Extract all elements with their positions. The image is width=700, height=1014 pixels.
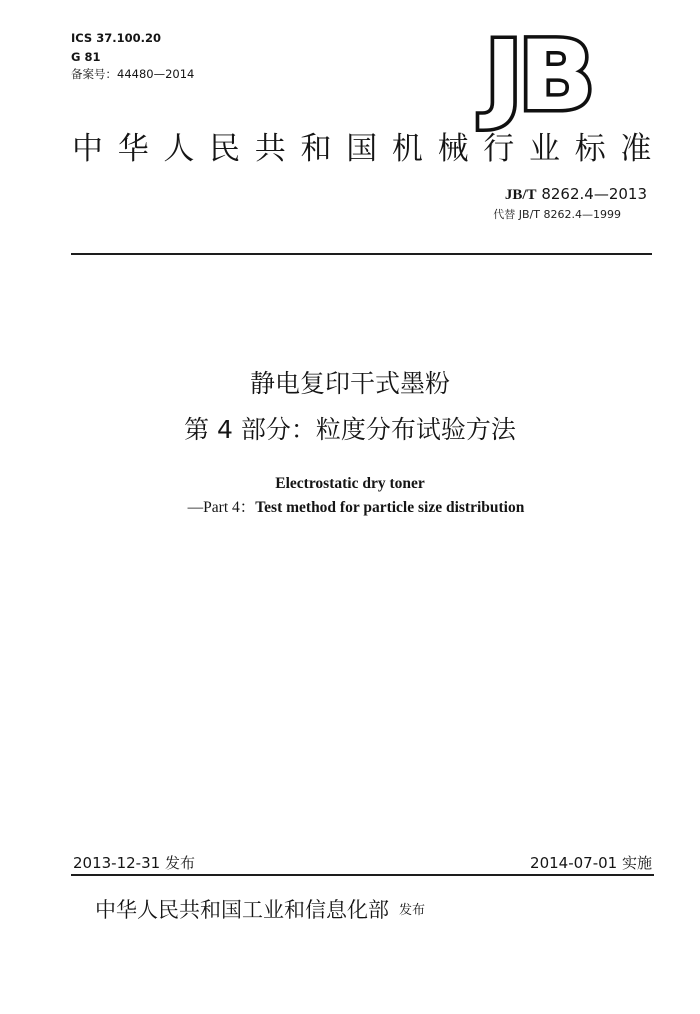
- ics-code: ICS 37.100.20: [71, 31, 161, 45]
- footer-divider: [71, 874, 654, 876]
- jb-logo: [485, 20, 627, 132]
- english-title-part-name: Test method for particle size distribution: [255, 499, 525, 516]
- record-number: 备案号：44480—2014: [71, 67, 195, 81]
- standard-number-value: 8262.4—2013: [541, 185, 647, 203]
- org-title: 中华人民共和国机械行业标准: [72, 131, 667, 167]
- english-title-line1: Electrostatic dry toner: [275, 475, 425, 492]
- english-title-part-prefix: —Part 4：: [187, 499, 256, 516]
- header-divider: [71, 253, 652, 255]
- chinese-title-line2: 第 4 部分：粒度分布试验方法: [184, 415, 516, 444]
- chinese-title-line1: 静电复印干式墨粉: [249, 369, 450, 398]
- english-title-line2: [0, 498, 700, 518]
- replaces-standard: 代替 JB/T 8262.4—1999: [493, 208, 621, 221]
- publish-label: 发布: [399, 903, 426, 918]
- g-code: G 81: [71, 50, 101, 64]
- issue-date: 2013-12-31 发布: [73, 854, 195, 872]
- issuing-authority: [95, 895, 655, 926]
- ministry-name: 中华人民共和国工业和信息化部: [95, 898, 389, 922]
- effective-date: 2014-07-01 实施: [530, 854, 652, 872]
- standard-number: [435, 184, 647, 205]
- standard-number-prefix: JB/T: [504, 187, 537, 203]
- jb-logo-text: JB: [485, 20, 591, 132]
